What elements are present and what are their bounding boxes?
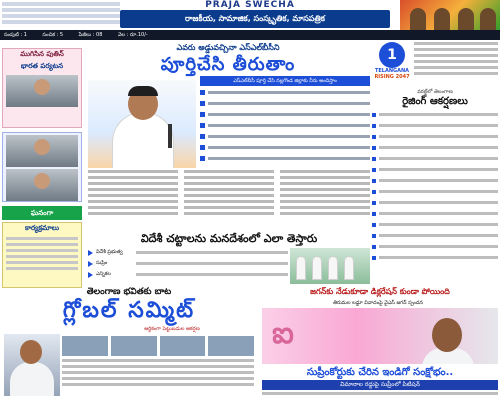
list-item: విదేశీ ప్రభుత్వ bbox=[88, 248, 288, 257]
right-body bbox=[372, 110, 498, 280]
list-item bbox=[200, 110, 370, 119]
issue-info-bar bbox=[0, 30, 500, 40]
summit-kicker: తెలంగాణ భవితకు బాట bbox=[86, 287, 172, 297]
lead-body-text bbox=[88, 170, 370, 230]
article2-body bbox=[88, 248, 288, 284]
rising-line2: RISING 2047 bbox=[374, 74, 410, 80]
bottom-right-story bbox=[258, 286, 500, 400]
article2-photo bbox=[290, 248, 370, 284]
masthead-photo bbox=[400, 0, 500, 32]
side-photo-3 bbox=[6, 169, 78, 201]
masthead-tagline: రాజకీయ, సామాజిక, సంస్కృతిక, మాసపత్రిక bbox=[185, 14, 325, 23]
side-box-putin bbox=[2, 48, 82, 128]
lead-bullets bbox=[200, 88, 370, 166]
rising-line1: TELANGANA bbox=[374, 68, 410, 74]
summit-photo bbox=[4, 334, 60, 396]
bottom-left-story bbox=[0, 286, 256, 400]
rising-logo-icon: 1 bbox=[379, 42, 405, 68]
lead-photo bbox=[88, 80, 196, 168]
divider bbox=[262, 392, 498, 395]
right-intro-text bbox=[414, 42, 498, 82]
list-item: ఎన్నికల bbox=[88, 270, 288, 279]
info-volume: సంపుటి : 1 bbox=[4, 32, 27, 38]
info-price: వెల : రూ.10/- bbox=[117, 32, 148, 38]
side-box-subtitle: భారత పర్యటన bbox=[20, 62, 64, 70]
side-box-events bbox=[2, 222, 82, 288]
list-item: సుప్రీం bbox=[88, 259, 288, 268]
info-issue: సంచిక : 5 bbox=[42, 32, 64, 38]
lead-sub-strip: ఎస్‌ఎల్‌బీసీ పూర్తి చేసి నల్లగొండ జిల్లాకు నీరు అందిస్తాం bbox=[200, 76, 370, 86]
side-box-events-title: కార్యక్రమాలు bbox=[24, 224, 60, 232]
jagan-photo bbox=[262, 308, 498, 364]
indigo-headline: సుప్రీంకోర్టుకు చేరిన ఇండిగో సంక్షోభం.. bbox=[306, 367, 454, 378]
masthead bbox=[0, 0, 500, 40]
list-item bbox=[200, 132, 370, 141]
list-item bbox=[200, 88, 370, 97]
telangana-rising-logo bbox=[372, 42, 412, 84]
list-item bbox=[200, 121, 370, 130]
side-photo bbox=[6, 75, 78, 107]
summit-title: గ్లోబల్ సమ్మిట్ bbox=[62, 298, 196, 323]
list-item bbox=[200, 99, 370, 108]
info-pages: పేజీలు : 08 bbox=[78, 32, 103, 38]
right-title: రైజింగ్ ఆకర్షణలు bbox=[402, 96, 468, 107]
side-box-photos bbox=[2, 132, 82, 202]
side-green-tag: ఘనంగా bbox=[2, 206, 82, 220]
article2-title: విదేశీ చట్టాలను మనదేశంలో ఎలా తెస్తారు bbox=[140, 232, 318, 245]
brand-name: PRAJA SWECHA bbox=[205, 0, 295, 10]
side-photo-2 bbox=[6, 135, 78, 167]
side-box-title: ముగిసిన పుతిన్ bbox=[20, 50, 64, 58]
jagan-title: జగన్‌కు నేడుకూడా డిక్లరేషన్ కుండా పోయింది bbox=[310, 287, 450, 296]
right-kicker: వరల్డ్‌లో తెలంగాణ bbox=[417, 89, 453, 95]
summit-sub: ఆర్థికంగా పెట్టుబడుల ఆకర్షణ bbox=[144, 326, 200, 332]
list-item bbox=[200, 154, 370, 163]
lead-kicker: ఎవరు అడ్డువచ్చినా ఎస్‌ఎల్‌బీసీని bbox=[176, 43, 280, 52]
left-column bbox=[0, 42, 84, 292]
summit-body bbox=[62, 336, 254, 396]
lead-title: పూర్తిచేసి తీరుతాం bbox=[160, 54, 296, 75]
list-item bbox=[200, 143, 370, 152]
right-column bbox=[372, 42, 498, 286]
lead-headline bbox=[86, 42, 370, 76]
right-headline bbox=[372, 88, 498, 108]
indigo-strip: విమానాల రద్దుపై సుప్రీంలో పిటిషన్ bbox=[262, 380, 498, 390]
jagan-sub: తిరుమల లడ్డూ వివాదంపై వైఎస్ జగన్ స్పందన bbox=[333, 300, 423, 306]
photo-backdrop-text: ఐ bbox=[272, 316, 294, 351]
